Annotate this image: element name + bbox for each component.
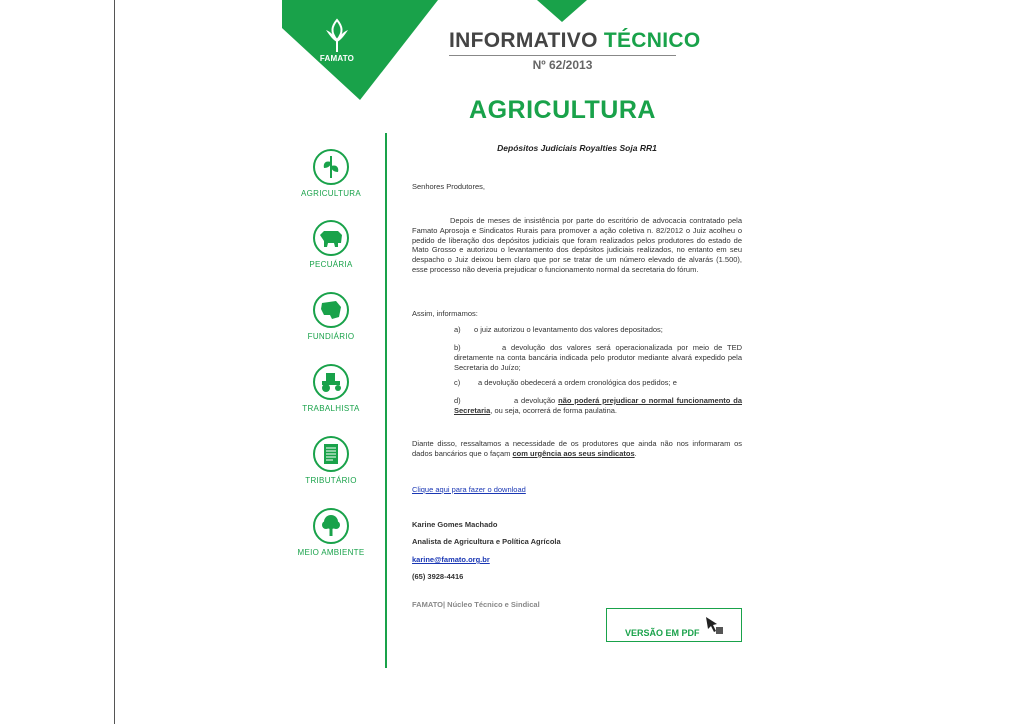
- tree-icon: [312, 507, 350, 545]
- list-marker: a): [454, 325, 461, 334]
- header-title: [449, 29, 700, 53]
- tractor-icon: [312, 363, 350, 401]
- list-marker: d): [454, 396, 461, 405]
- cattle-icon: [312, 219, 350, 257]
- sidebar-item-pecuaria[interactable]: [296, 219, 366, 269]
- closing-emphasis: com urgência aos seus sindicatos: [512, 448, 635, 458]
- greeting: Senhores Produtores,: [412, 182, 485, 191]
- email-container: [412, 555, 742, 565]
- sidebar-item-meio-ambiente[interactable]: [296, 507, 366, 557]
- sidebar-item-label: TRABALHISTA: [302, 404, 360, 413]
- body-paragraph: Depois de meses de insistência por parte do escritório de advocacia contratado pela Famato Aprosoja e Sindicatos Rurais para promover a ação coletiva n. 82/2012 o Juiz acolheu o pedido de liberação dos depósitos judiciais que foram realizados pelos produtores do estado de Mato Grosso e autorizou o levantamento dos depósitos judiciais realizados, no entanto em seu despacho o Juiz deixou bem claro que por se tratar de um número elevado de alvarás (1.500), esse processo não deveria prejudicar o funcionamento normal da secretaria do fórum.: [412, 216, 742, 274]
- land-map-icon: [312, 291, 350, 329]
- header-notch-triangle: [537, 0, 587, 22]
- signature-name: Karine Gomes Machado: [412, 520, 498, 529]
- agriculture-icon: [312, 148, 350, 186]
- pdf-cursor-icon: [703, 614, 725, 636]
- document-subtitle: Depósitos Judiciais Royalties Soja RR1: [497, 143, 657, 153]
- signature-phone: (65) 3928-4416: [412, 572, 464, 581]
- email-link[interactable]: karine@famato.org.br: [412, 555, 490, 564]
- list-text-before: a devolução: [514, 396, 556, 405]
- sidebar-item-label: MEIO AMBIENTE: [297, 548, 365, 557]
- sidebar-item-label: AGRICULTURA: [300, 189, 362, 198]
- list-text: a devolução dos valores será operacionalizada por meio de TED diretamente na conta bancária indicada pelo produtor mediante alvará expedido pela Secretaria do Juízo;: [454, 343, 742, 372]
- document-icon: [312, 435, 350, 473]
- pdf-button-label: VERSÃO EM PDF: [625, 628, 700, 638]
- sidebar-item-trabalhista[interactable]: [296, 363, 366, 413]
- famato-logo-icon: [312, 14, 362, 54]
- download-link[interactable]: Clique aqui para fazer o download: [412, 485, 526, 494]
- pdf-version-button[interactable]: [606, 608, 742, 642]
- sidebar-item-label: PECUÁRIA: [309, 260, 353, 269]
- logo-text: FAMATO: [319, 54, 355, 63]
- closing-text: Diante disso, ressaltamos a necessidade de os produtores que ainda não nos informaram os dados bancários que o façam: [412, 439, 742, 458]
- list-marker: b): [454, 343, 461, 352]
- signature-role: Analista de Agricultura e Política Agrícola: [412, 537, 561, 546]
- header-title-part1: INFORMATIVO: [449, 29, 598, 52]
- page-left-border: [114, 0, 115, 724]
- section-title: AGRICULTURA: [469, 96, 656, 124]
- download-container: [412, 485, 742, 495]
- content-divider: [385, 133, 387, 668]
- intro-text: Assim, informamos:: [412, 309, 478, 318]
- header-title-part2: TÉCNICO: [603, 29, 701, 52]
- sidebar-item-agricultura[interactable]: [296, 148, 366, 198]
- sidebar-item-fundiario[interactable]: [296, 291, 366, 341]
- bulletin-number: Nº 62/2013: [532, 58, 593, 72]
- list-text-emphasis: não poderá prejudicar o normal funcionamento da Secretaria: [454, 396, 742, 415]
- famato-logo: [312, 14, 362, 64]
- closing-end: .: [634, 448, 637, 458]
- header-divider: [449, 55, 676, 56]
- footer-org: FAMATO| Núcleo Técnico e Sindical: [412, 600, 540, 609]
- list-marker: c): [454, 378, 461, 387]
- list-text: [454, 396, 742, 416]
- sidebar-item-label: TRIBUTÁRIO: [305, 476, 357, 485]
- closing-paragraph: [412, 439, 742, 459]
- list-text: o juiz autorizou o levantamento dos valores depositados;: [474, 325, 663, 334]
- sidebar-item-tributario[interactable]: [296, 435, 366, 485]
- sidebar-item-label: FUNDIÁRIO: [307, 332, 355, 341]
- list-text: a devolução obedecerá a ordem cronológica dos pedidos; e: [478, 378, 677, 387]
- list-text-after: , ou seja, ocorrerá de forma paulatina.: [490, 405, 618, 415]
